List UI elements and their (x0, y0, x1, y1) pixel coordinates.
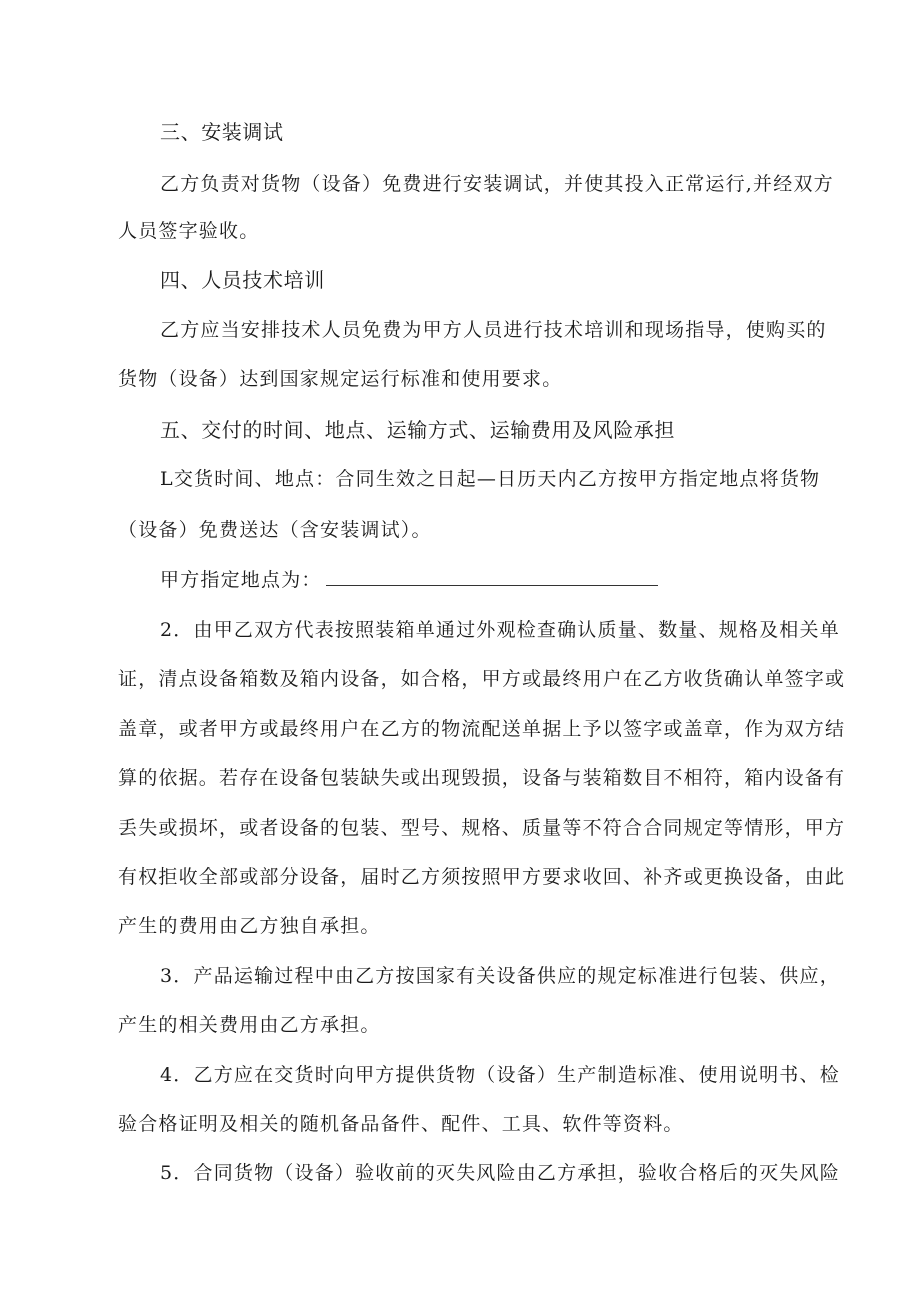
paragraph-line: （设备）免费送达（含安装调试）。 (118, 519, 432, 541)
paragraph-line: 证，清点设备箱数及箱内设备，如合格，甲方或最终用户在乙方收货确认单签字或 (118, 668, 846, 690)
paragraph-line: 验合格证明及相关的随机备品备件、配件、工具、软件等资料。 (118, 1113, 684, 1135)
location-field-row (160, 567, 658, 592)
location-blank-line (326, 567, 658, 586)
paragraph-line: 5．合同货物（设备）验收前的灭失风险由乙方承担，验收合格后的灭失风险 (160, 1162, 840, 1184)
paragraph-line: 货物（设备）达到国家规定运行标准和使用要求。 (118, 368, 563, 390)
paragraph-line: 算的依据。若存在设备包装缺失或出现毁损，设备与装箱数目不相符，箱内设备有 (118, 767, 846, 789)
section-heading-installation: 三、安装调试 (160, 120, 284, 144)
paragraph-line: 乙方负责对货物（设备）免费进行安装调试，并使其投入正常运行,并经双方 (160, 173, 834, 195)
paragraph-line: 产生的相关费用由乙方承担。 (118, 1014, 381, 1036)
paragraph-line: 盖章，或者甲方或最终用户在乙方的物流配送单据上予以签字或盖章，作为双方结 (118, 718, 846, 740)
section-heading-training: 四、人员技术培训 (160, 268, 325, 292)
paragraph-line: L交货时间、地点：合同生效之日起—日历天内乙方按甲方指定地点将货物 (160, 468, 821, 490)
paragraph-line: 4．乙方应在交货时向甲方提供货物（设备）生产制造标准、使用说明书、检 (160, 1064, 840, 1086)
paragraph-line: 2．由甲乙双方代表按照装箱单通过外观检查确认质量、数量、规格及相关单 (160, 619, 840, 641)
location-label: 甲方指定地点为： (160, 569, 322, 591)
paragraph-line: 人员签字验收。 (118, 220, 260, 242)
paragraph-line: 乙方应当安排技术人员免费为甲方人员进行技术培训和现场指导，使购买的 (160, 319, 827, 341)
paragraph-line: 丢失或损坏，或者设备的包装、型号、规格、质量等不符合合同规定等情形，甲方 (118, 817, 846, 839)
paragraph-line: 产生的费用由乙方独自承担。 (118, 915, 381, 937)
paragraph-line: 3．产品运输过程中由乙方按国家有关设备供应的规定标准进行包装、供应， (160, 965, 840, 987)
section-heading-delivery: 五、交付的时间、地点、运输方式、运输费用及风险承担 (160, 418, 675, 442)
paragraph-line: 有权拒收全部或部分设备，届时乙方须按照甲方要求收回、补齐或更换设备，由此 (118, 866, 846, 888)
